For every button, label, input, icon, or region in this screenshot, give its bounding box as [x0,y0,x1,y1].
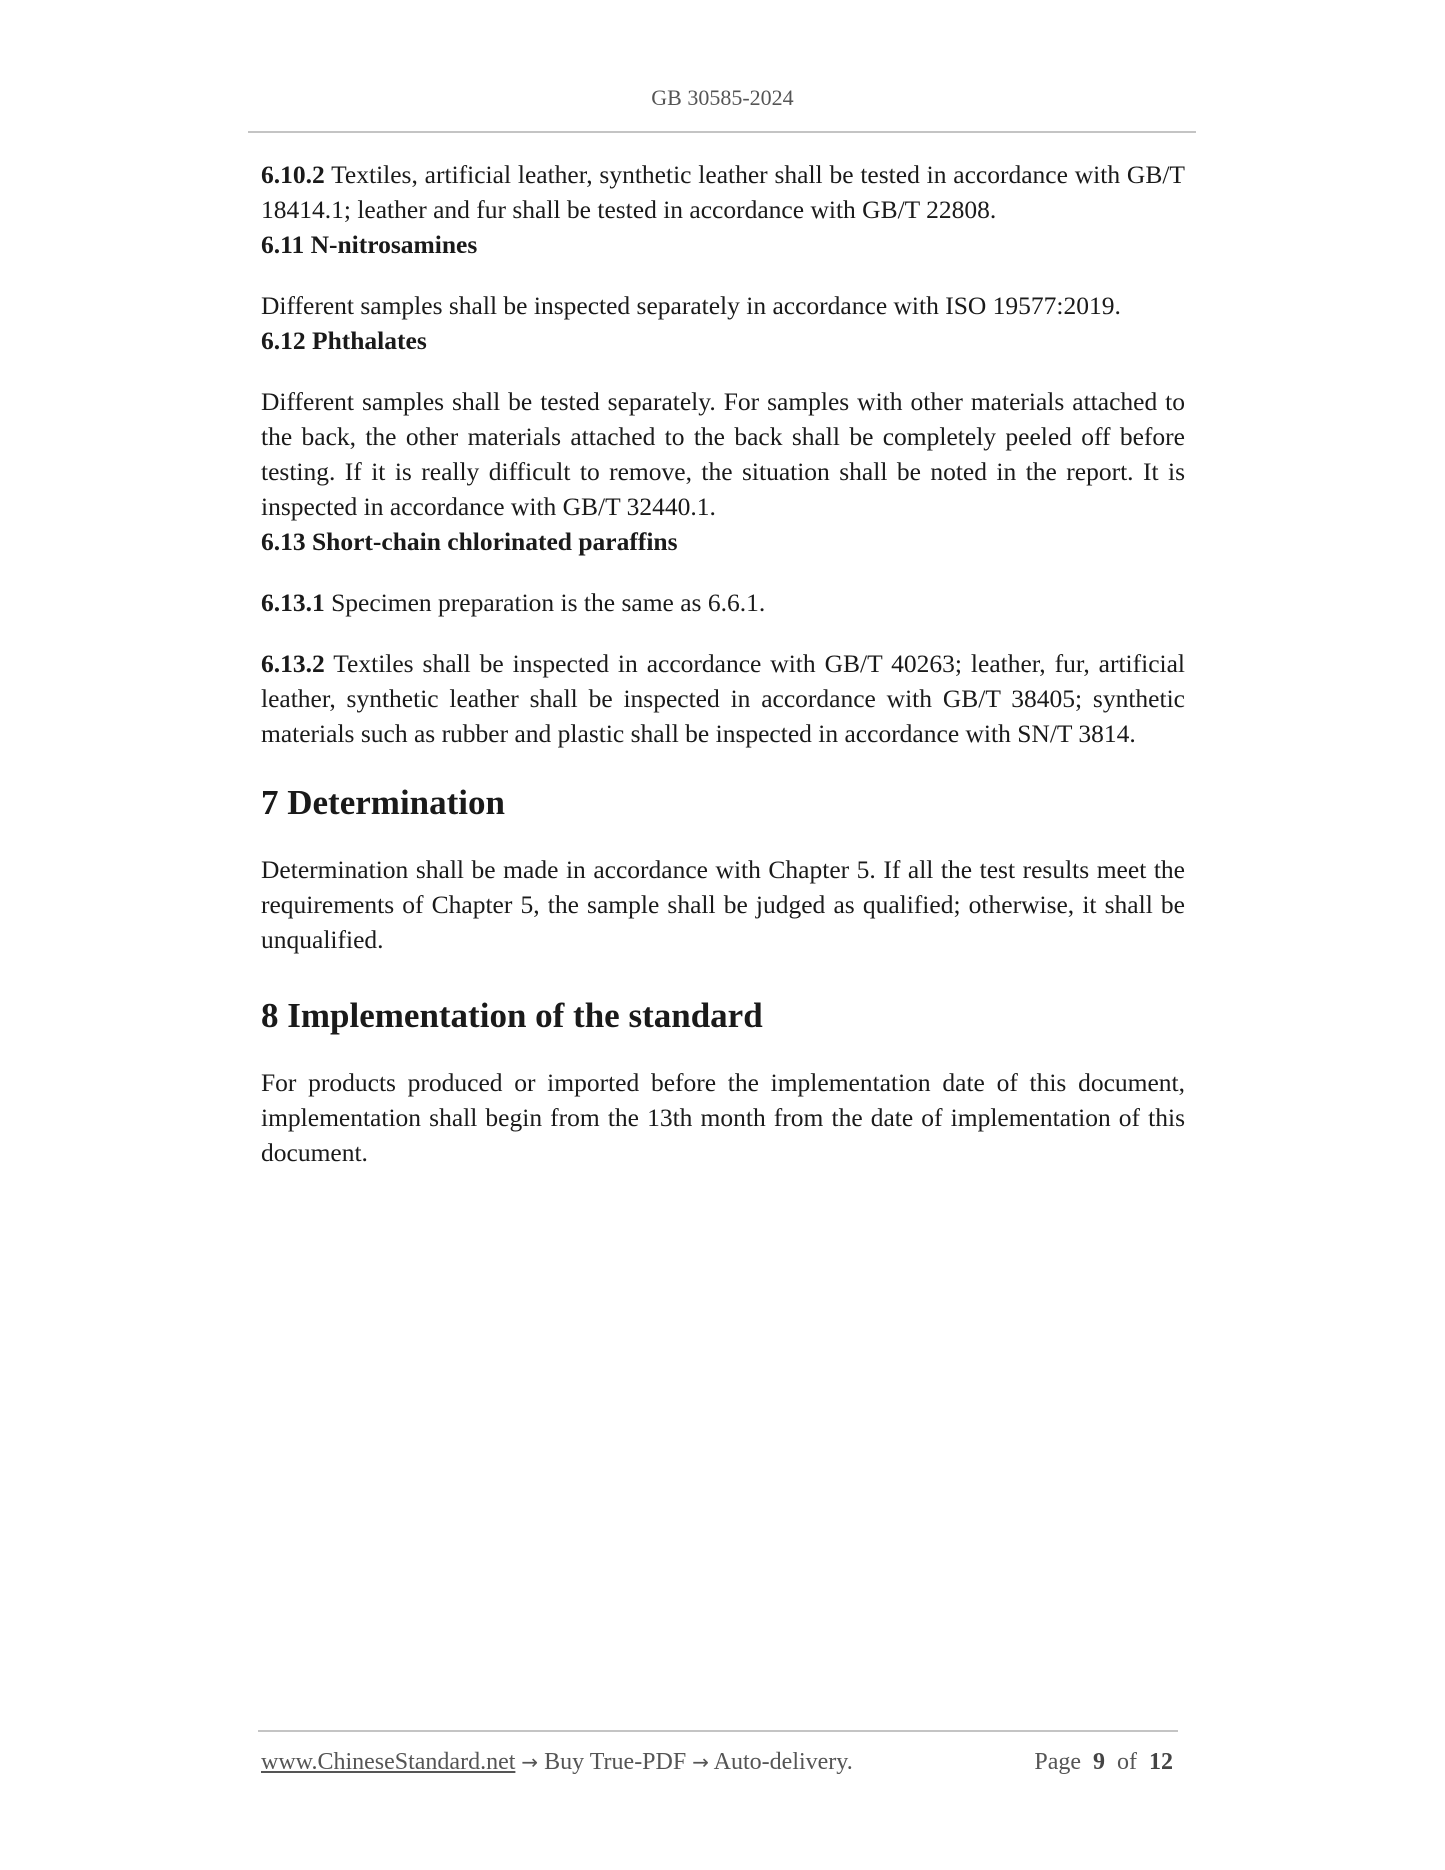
clause-number: 6.13.1 [261,588,325,617]
running-header: GB 30585-2024 [651,85,794,110]
delivery-text: Auto-delivery. [713,1749,853,1775]
page-content [261,157,1185,1170]
heading-6-13: 6.13 Short-chain chlorinated paraffins [261,527,678,556]
clause-text: Textiles shall be inspected in accordance with GB/T 40263; leather, fur, artificial leather, synthetic leather shall be inspected in accordance with GB/T 38405; synthetic materials such as rubber and plastic shall be inspected in accordance with SN/T 3814. [261,649,1185,748]
footer-promo [261,1749,853,1776]
clause-6-11-text: Different samples shall be inspected separately in accordance with ISO 19577:2019. [261,291,1121,320]
page-label: Page [1034,1749,1081,1775]
page-indicator [1034,1749,1173,1776]
page-current: 9 [1093,1749,1105,1775]
chapter-7-text: Determination shall be made in accordance with Chapter 5. If all the test results meet the requirements of Chapter 5, the sample shall be judged as qualified; otherwise, it shall be unqualified. [261,855,1185,954]
footer-divider [258,1730,1178,1732]
chapter-8-heading: 8 Implementation of the standard [261,996,763,1035]
clause-number: 6.10.2 [261,160,325,189]
chapter-8-text: For products produced or imported before the implementation date of this document, implementation shall begin from the 13th month from the date of implementation of this document. [261,1068,1185,1167]
clause-6-10-2 [261,157,1185,227]
page-total: 12 [1149,1749,1173,1775]
site-link[interactable]: www.ChineseStandard.net [261,1749,516,1775]
clause-6-12-text: Different samples shall be tested separately. For samples with other materials attached to the back, the other materials attached to the back shall be completely peeled off before testing. If it is really difficult to remove, the situation shall be noted in the report. It is inspected in accordance with GB/T 32440.1. [261,387,1185,521]
arrow-right-icon: → [521,1750,539,1774]
heading-6-11: 6.11 N-nitrosamines [261,230,478,259]
clause-6-13-1 [261,585,1185,620]
clause-number: 6.13.2 [261,649,325,678]
buy-text: Buy True-PDF [544,1749,687,1775]
clause-text: Textiles, artificial leather, synthetic leather shall be tested in accordance with GB/T 18414.1; leather and fur shall be tested in accordance with GB/T 22808. [261,160,1186,224]
header-divider [248,131,1196,133]
page-footer [261,1749,1176,1781]
clause-6-13-2 [261,646,1185,751]
of-label: of [1117,1749,1137,1775]
heading-6-12: 6.12 Phthalates [261,326,427,355]
chapter-7-heading: 7 Determination [261,783,505,822]
clause-text: Specimen preparation is the same as 6.6.1. [331,588,766,617]
arrow-right-icon: → [692,1750,709,1774]
